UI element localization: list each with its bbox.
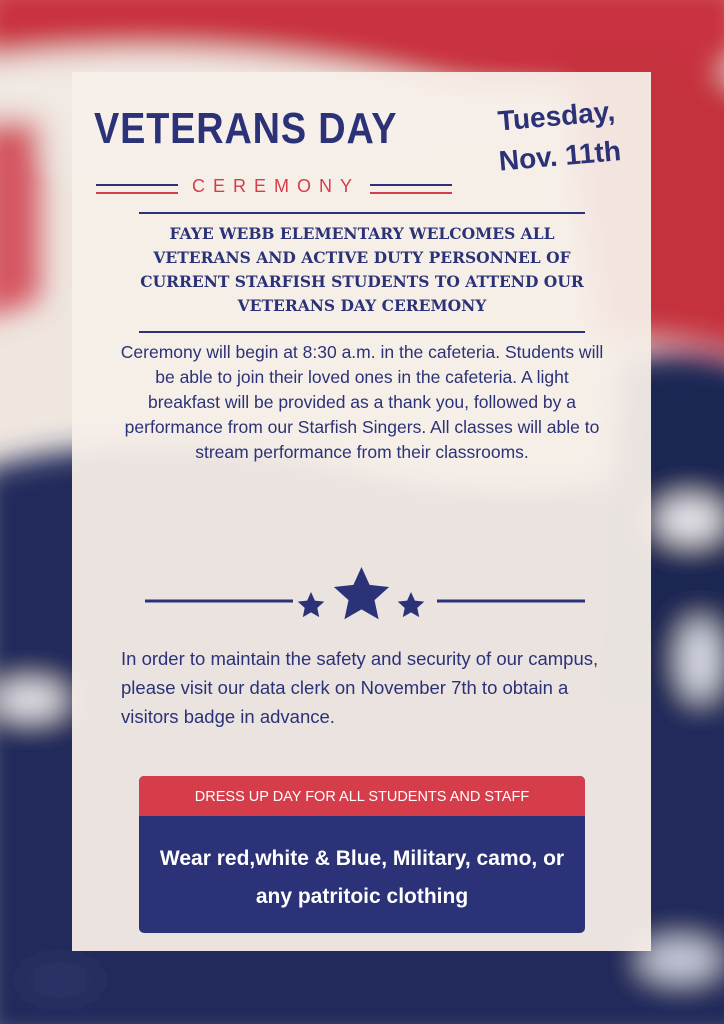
welcome-message: FAYE WEBB ELEMENTARY WELCOMES ALL VETERANS AND ACTIVE DUTY PERSONNEL OF CURRENT STARFISH STUDENTS TO ATTEND OUR VETERANS DAY CEREMONY: [140, 224, 584, 315]
event-date: [470, 89, 646, 184]
welcome-rule-bottom: [139, 331, 585, 333]
security-notice: In order to maintain the safety and security of our campus, please visit our data clerk on November 7th to obtain a visitors badge in advance.: [121, 648, 599, 727]
stars-divider: [145, 565, 585, 631]
subtitle-rule-right: [370, 184, 452, 194]
event-date-day: Tuesday,: [496, 95, 617, 137]
poster-title: VETERANS DAY: [94, 104, 398, 153]
dress-up-details: Wear red,white & Blue, Military, camo, or any patritoic clothing: [159, 847, 565, 908]
dress-up-banner: [139, 776, 585, 933]
star-icon: [398, 592, 425, 617]
star-icon: [334, 567, 389, 619]
poster-subtitle: CEREMONY: [191, 176, 360, 196]
star-icon: [298, 592, 325, 617]
dress-up-header: DRESS UP DAY FOR ALL STUDENTS AND STAFF: [139, 776, 585, 816]
ceremony-details: Ceremony will begin at 8:30 a.m. in the cafeteria. Students will be able to join their loved ones in the cafeteria. A light breakfast will be provided as a thank you, followed by a performance from our Starfish Singers. All classes will able to stream performance from their classrooms.: [120, 342, 604, 462]
welcome-rule-top: [139, 212, 585, 214]
event-date-month: Nov. 11th: [497, 135, 623, 177]
subtitle-row: [96, 176, 456, 200]
